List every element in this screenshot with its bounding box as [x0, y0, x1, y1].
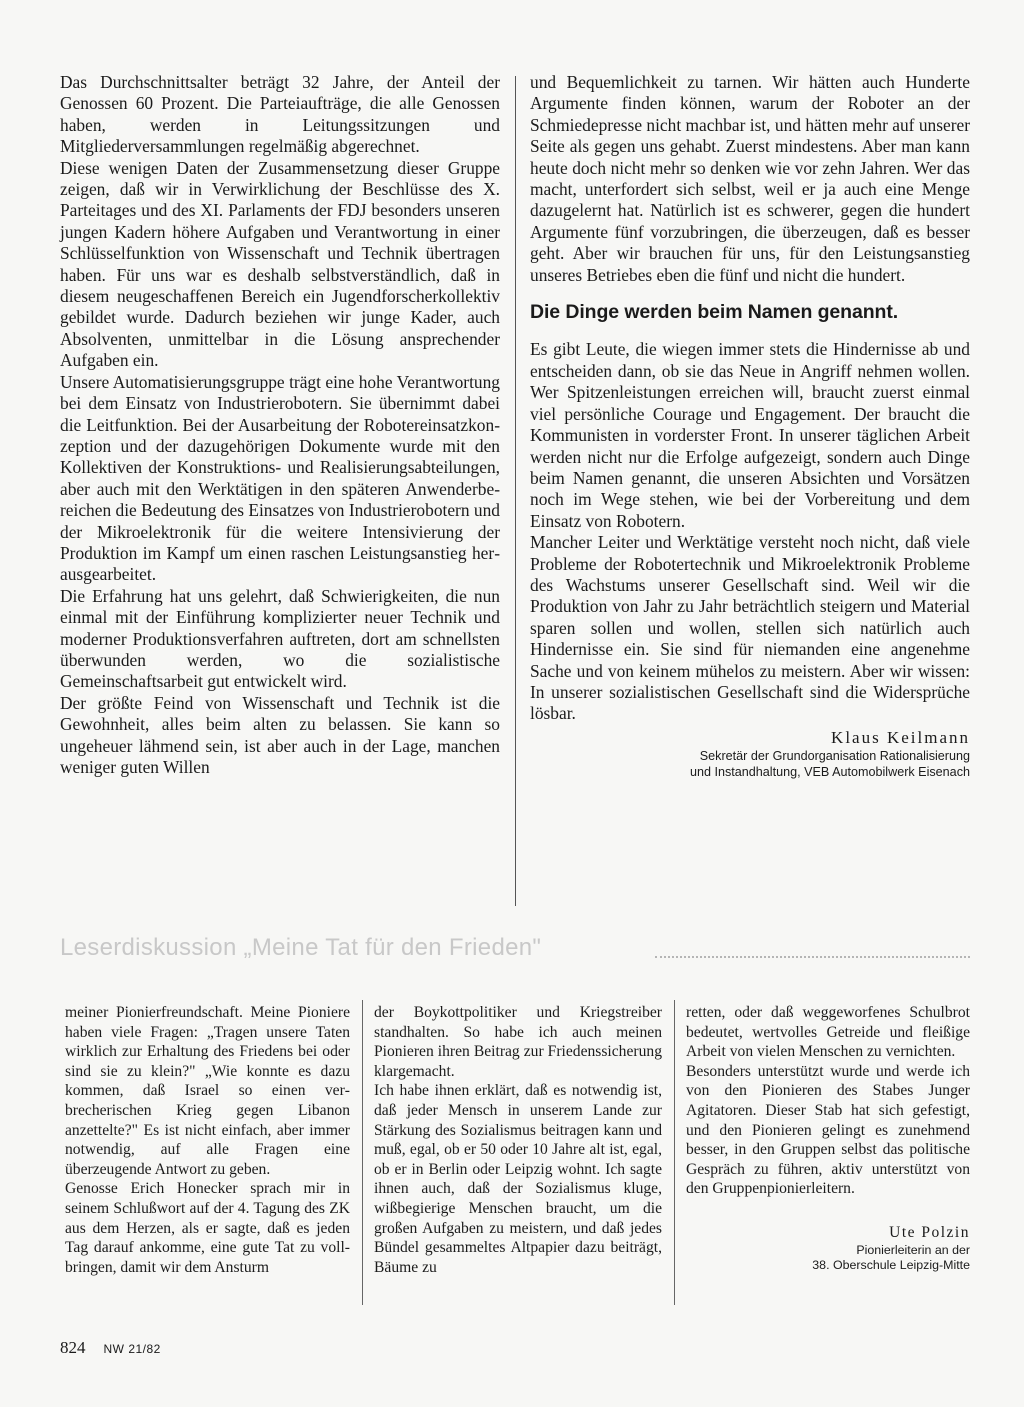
author-role-line: und Instandhaltung, VEB Automobilwerk Eisenach — [689, 765, 970, 780]
section-headline: Die Dinge werden beim Namen genannt. — [530, 301, 899, 324]
paragraph: Unsere Automatisierungsgruppe trägt eine hohe Verantwortung bei dem Einsatz von Industrierobotern. Sie übernimmt dabei die Leitfunktion. Bei der Ausarbeitung der Robotereinsatzkonzeption und der dazugehörigen Dokumente wurde mit den Kollektiven der Konstruktions- und Realisierungsabteilungen, aber auch mit den Werktätigen in den späteren Anwenderbereichen die Bedeutung des Einsatzes von Industrierobotern und der Mikroelektronik für die weitere Intensivierung der Produktion im Kampf um einen raschen Leistungsanstieg herausgearbeitet. — [60, 371, 500, 585]
paragraph: Es gibt Leute, die wiegen immer stets die Hindernisse ab und entscheiden dann, ob sie das Neue in Angriff nehmen wollen. Wer Spitzenleistungen erreichen will, braucht zuerst einmal viel persönliche Courage und Engagement. Der braucht die Kommunisten in vorderster Front. In unserer täglichen Arbeit werden nicht nur die Erfolge aufgezeigt, sondern auch Dinge beim Namen genannt, die unseren Absichten und Vorsätzen noch im Wege stehen, wie bei der Vorbereitung und dem Einsatz von Robotern. — [530, 339, 970, 531]
page-footer — [60, 1338, 161, 1358]
banner-title: Leserdiskussion „Meine Tat für den Frieden" — [60, 934, 542, 961]
author-name: Klaus Keilmann — [831, 727, 970, 747]
article-column-left — [60, 72, 500, 778]
column-divider — [362, 1000, 363, 1305]
banner-dotted-rule — [655, 956, 970, 958]
paragraph: Diese wenigen Daten der Zusammensetzung dieser Gruppe zeigen, daß wir in Verwirklichung der Beschlüsse des X. Parteitages und des XI. Parlaments der FDJ besonders unseren jungen Kadern höhere Aufgaben und Verantwortung in einer Schlüsselfunktion von Wissenschaft und Technik übertragen haben. Für uns war es deshalb selbstverständlich, daß in diesem neugeschaffenen Bereich ein Jugendforscherkollektiv gebildet wurde. Dadurch beziehen wir junge Kader, auch Absolventen, unmittelbar in die Lösung ansprechender Aufgaben ein. — [60, 157, 500, 371]
article-column-right — [530, 72, 970, 780]
letter-column-2 — [374, 1003, 662, 1277]
author-role-line: 38. Oberschule Leipzig-Mitte — [812, 1258, 970, 1273]
paragraph: und Bequemlichkeit zu tarnen. Wir hätten auch Hunderte Argumente finden können, warum der Roboter an der Schmiedepresse nicht machbar ist, und hätten mehr auf unserer Seite als gegen uns gehabt. Zuerst mindestens. Aber man kann heute doch nicht mehr so denken wie vor zehn Jahren. Wer das macht, unterfordert sich selbst, weil er ja auch eine Menge dazugelernt hat. Natürlich ist es schwerer, gegen die hundert Argumente fünf vorzubringen, die überzeugen, daß es besser geht. Aber wir brauchen für uns, für den Leistungsanstieg unseres Betriebes eben die fünf und nicht die hundert. — [530, 72, 970, 285]
author-role-line: Pionierleiterin an der — [856, 1242, 970, 1257]
paragraph: Genosse Erich Honecker sprach mir in seinem Schlußwort auf der 4. Tagung des ZK aus dem Herzen, als er sagte, daß es jeden Tag darauf ankomme, eine gute Tat zu vollbringen, damit wir dem Ansturm — [65, 1180, 350, 1276]
paragraph: Besonders unterstützt wurde und werde ich von den Pionieren des Stabes Junger Agitatoren. Dieser Stab hat sich gefestigt, und den Pionieren gelingt es zunehmend besser, in den Gruppen selbst das politische Gespräch zu führen, aktiv unterstützt von den Gruppenpionierleitern. — [686, 1062, 970, 1198]
paragraph: Ich habe ihnen erklärt, daß es notwendig ist, daß jeder Mensch in unserem Lande zur Stärkung des Sozialismus beitragen kann und muß, egal, ob er 50 oder 10 Jahre alt ist, egal, ob er in Berlin oder Leipzig wohnt. Ich sagte ihnen auch, daß der Sozialismus kluge, wißbegierige Menschen braucht, um die großen Aufgaben zu meistern, und daß jedes Bündel gesammeltes Altpapier dazu beiträgt, Bäume zu — [374, 1082, 662, 1276]
section-banner — [60, 934, 970, 974]
paragraph: Mancher Leiter und Werktätige versteht noch nicht, daß viele Probleme der Robotertechnik und Mikroelektronik Probleme des Wachstums unserer Gesellschaft sind. Weil wir die Produktion von Jahr zu Jahr beträchtlich steigern und Material sparen sollen und wollen, stellen sich natürlich auch Hindernisse ein. Sie sind für niemanden eine angenehme Sache und von keinem mühelos zu meistern. Aber wir wissen: In unserer sozialistischen Gesellschaft sind die Widersprüche lösbar. — [530, 532, 970, 724]
author-role-line: Sekretär der Grundorganisation Rationalisierung — [699, 749, 970, 764]
letter-column-3 — [686, 1003, 970, 1274]
paragraph: meiner Pionierfreundschaft. Meine Pioniere haben viele Fragen: „Tragen unsere Taten wirklich zur Erhaltung des Friedens bei oder sind sie zu klein?" „Wie konnte es dazu kommen, daß Israel so einen verbrecherischen Krieg gegen Libanon anzettelte?" Es ist nicht einfach, aber immer notwendig, auf alle Fragen eine überzeugende Antwort zu geben. — [65, 1004, 350, 1178]
paragraph: retten, oder daß weggeworfenes Schulbrot bedeutet, wertvolles Getreide und fleißige Arbeit von vielen Menschen zu vernichten. — [686, 1004, 970, 1061]
letter-column-1 — [65, 1003, 350, 1277]
paragraph: Der größte Feind von Wissenschaft und Technik ist die Gewohnheit, alles beim alten zu belassen. Sie kann so ungeheuer lähmend sein, ist aber auch in der Lage, manchen weniger guten Willen — [60, 692, 500, 777]
page-number: 824 — [60, 1338, 86, 1357]
paragraph: Die Erfahrung hat uns gelehrt, daß Schwierigkeiten, die nun einmal mit der Einführung komplizierter neuer Technik und moderner Produktionsverfahren auftreten, dort am schnellsten überwunden werden, wo die sozialistische Gemeinschaftsarbeit gut entwickelt wird. — [60, 585, 500, 692]
author-name: Ute Polzin — [889, 1223, 970, 1241]
issue-label: NW 21/82 — [103, 1342, 161, 1356]
paragraph: der Boykottpolitiker und Kriegstreiber standhalten. So habe ich auch meinen Pionieren ihren Beitrag zur Friedenssicherung klargemacht. — [374, 1004, 662, 1080]
column-divider — [674, 1000, 675, 1305]
column-divider — [515, 76, 516, 906]
paragraph: Das Durchschnittsalter beträgt 32 Jahre, der Anteil der Genossen 60 Prozent. Die Parteiaufträge, die alle Genossen haben, werden in Leitungssitzungen und Mitgliederversammlungen regelmäßig abgerechnet. — [60, 72, 500, 157]
